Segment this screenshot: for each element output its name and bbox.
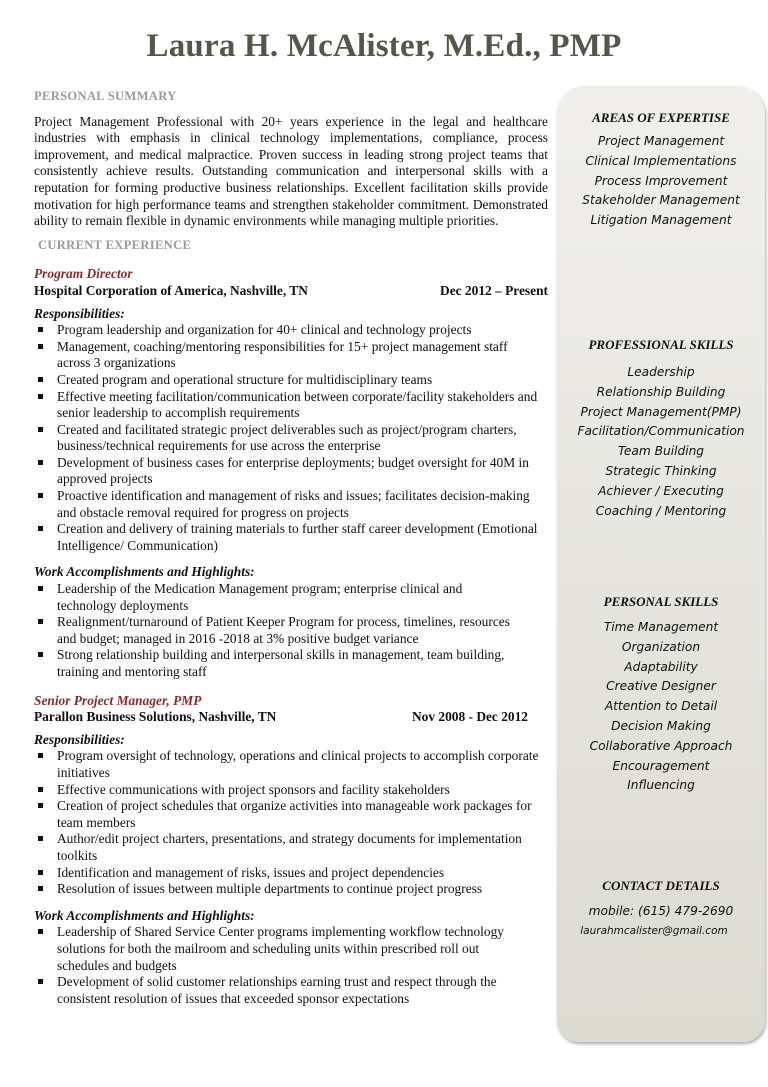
- personal-skills-heading: PERSONAL SKILLS: [603, 594, 719, 609]
- responsibility-item: Creation of project schedules that organize activities into manageable work packages for team members: [34, 798, 548, 831]
- accomplishment-item: Leadership of the Medication Management program; enterprise clinical and technology deployments: [34, 581, 514, 614]
- summary-heading: PERSONAL SUMMARY: [34, 89, 177, 103]
- candidate-name: Laura H. McAlister, M.Ed., PMP: [146, 28, 622, 64]
- personal-item: Creative Designer: [606, 679, 716, 694]
- personal-item: Influencing: [627, 778, 695, 793]
- responsibility-item: Creation and delivery of training materials to further staff career development (Emotional Intelligence/ Communication): [34, 521, 539, 554]
- responsibilities-label: Responsibilities:: [34, 731, 125, 747]
- professional-item: Facilitation/Communication: [577, 424, 745, 439]
- professional-item: Leadership: [627, 365, 695, 379]
- professional-item: Team Building: [617, 444, 705, 459]
- professional-item: Coaching / Mentoring: [595, 503, 727, 518]
- summary-text: Project Management Professional with 20+ years experience in the legal and healthcare industries with emphasis in clinical technology implementations, compliance, process improvement, and medical malpractice. Proven success in leading strong project teams that consistently achieve results. Outstanding communication and interpersonal skills with a reputation for forming productive business relationships. Excellent facilitation skills provide motivation for high performance teams and strengthen stakeholder commitment. Demonstrated ability to remain flexible in dynamic environments while managing multiple priorities.: [34, 113, 548, 229]
- responsibility-item: Proactive identification and management of risks and issues; facilitates decision-making and obstacle removal required for progress on projects: [34, 488, 539, 521]
- personal-skills-list: [557, 618, 765, 796]
- professional-item: Strategic Thinking: [605, 463, 717, 478]
- responsibility-item: Identification and management of risks, issues and project dependencies: [34, 865, 548, 882]
- job-dates: Dec 2012 – Present: [440, 282, 548, 298]
- professional-skills-list: [557, 363, 765, 521]
- responsibilities-list: [34, 322, 539, 554]
- personal-item: Adaptability: [624, 659, 698, 674]
- accomplishment-item: Strong relationship building and interpersonal skills in management, team building, training and mentoring staff: [34, 647, 514, 680]
- contact-email[interactable]: laurahmcalister@gmail.com: [580, 924, 728, 937]
- contact-mobile: mobile: (615) 479-2690: [588, 904, 734, 918]
- job-dates: Nov 2008 - Dec 2012: [411, 709, 528, 725]
- expertise-item: Process Improvement: [594, 173, 728, 188]
- accomplishments-label: Work Accomplishments and Highlights:: [34, 564, 255, 580]
- personal-item: Encouragement: [612, 758, 710, 773]
- professional-skills-section: [557, 337, 765, 521]
- contact-heading: CONTACT DETAILS: [602, 878, 720, 893]
- responsibilities-label: Responsibilities:: [34, 305, 125, 321]
- main-column: [34, 88, 548, 1007]
- accomplishments-label: Work Accomplishments and Highlights:: [34, 907, 255, 923]
- personal-item: Attention to Detail: [604, 699, 718, 714]
- accomplishments-list: [34, 924, 514, 1007]
- contact-section: [557, 878, 765, 942]
- job-title: Senior Project Manager, PMP: [34, 692, 202, 708]
- responsibility-item: Program oversight of technology, operations and clinical projects to accomplish corporate initiatives: [34, 748, 548, 781]
- personal-skills-section: [557, 594, 765, 796]
- responsibility-item: Created program and operational structure for multidisciplinary teams: [34, 372, 539, 389]
- expertise-section: [557, 110, 765, 231]
- responsibility-item: Author/edit project charters, presentations, and strategy documents for implementation toolkits: [34, 831, 548, 864]
- job-company-line: [34, 709, 548, 726]
- experience-heading: CURRENT EXPERIENCE: [38, 237, 192, 252]
- accomplishment-item: Realignment/turnaround of Patient Keeper Program for process, timelines, resources and budget; managed in 2016 -2018 at 3% positive budget variance: [34, 614, 514, 647]
- accomplishments-list: [34, 581, 514, 681]
- accomplishment-item: Development of solid customer relationships earning trust and respect through the consistent resolution of issues that exceeded sponsor expectations: [34, 974, 514, 1007]
- accomplishment-item: Leadership of Shared Service Center programs implementing workflow technology solutions for both the mailroom and scheduling units within prescribed roll out schedules and budgets: [34, 924, 514, 974]
- professional-skills-heading: PROFESSIONAL SKILLS: [588, 337, 734, 352]
- personal-item: Time Management: [603, 620, 719, 634]
- responsibility-item: Management, coaching/mentoring responsibilities for 15+ project management staff across 3 organizations: [34, 339, 539, 372]
- expertise-heading: AREAS OF EXPERTISE: [592, 110, 730, 125]
- expertise-list: [557, 132, 765, 231]
- expertise-item: Litigation Management: [590, 213, 732, 228]
- job-company-line: [34, 283, 548, 300]
- personal-item: Organization: [621, 639, 701, 654]
- responsibility-item: Development of business cases for enterprise deployments; budget oversight for 40M in approved projects: [34, 455, 539, 488]
- expertise-item: Clinical Implementations: [585, 153, 737, 168]
- job-title: Program Director: [34, 266, 133, 282]
- responsibility-item: Program leadership and organization for 40+ clinical and technology projects: [34, 322, 539, 339]
- personal-item: Decision Making: [611, 718, 711, 733]
- sidebar-panel: [557, 86, 765, 1042]
- company-name: Hospital Corporation of America, Nashville, TN: [34, 282, 308, 298]
- responsibility-item: Effective meeting facilitation/communication between corporate/facility stakeholders and senior leadership to accomplish requirements: [34, 389, 539, 422]
- expertise-item: Project Management: [597, 134, 725, 148]
- personal-item: Collaborative Approach: [589, 738, 733, 753]
- responsibilities-list: [34, 748, 548, 897]
- professional-item: Relationship Building: [596, 384, 726, 399]
- responsibility-item: Resolution of issues between multiple departments to continue project progress: [34, 881, 548, 898]
- professional-item: Project Management(PMP): [580, 404, 742, 419]
- responsibility-item: Effective communications with project sponsors and facility stakeholders: [34, 782, 548, 799]
- professional-item: Achiever / Executing: [598, 483, 724, 498]
- expertise-item: Stakeholder Management: [582, 193, 740, 208]
- responsibility-item: Created and facilitated strategic project deliverables such as project/program charters, business/technical requirements for use across the enterprise: [34, 422, 539, 455]
- company-name: Parallon Business Solutions, Nashville, TN: [34, 709, 277, 725]
- jobs-list: [34, 266, 548, 1007]
